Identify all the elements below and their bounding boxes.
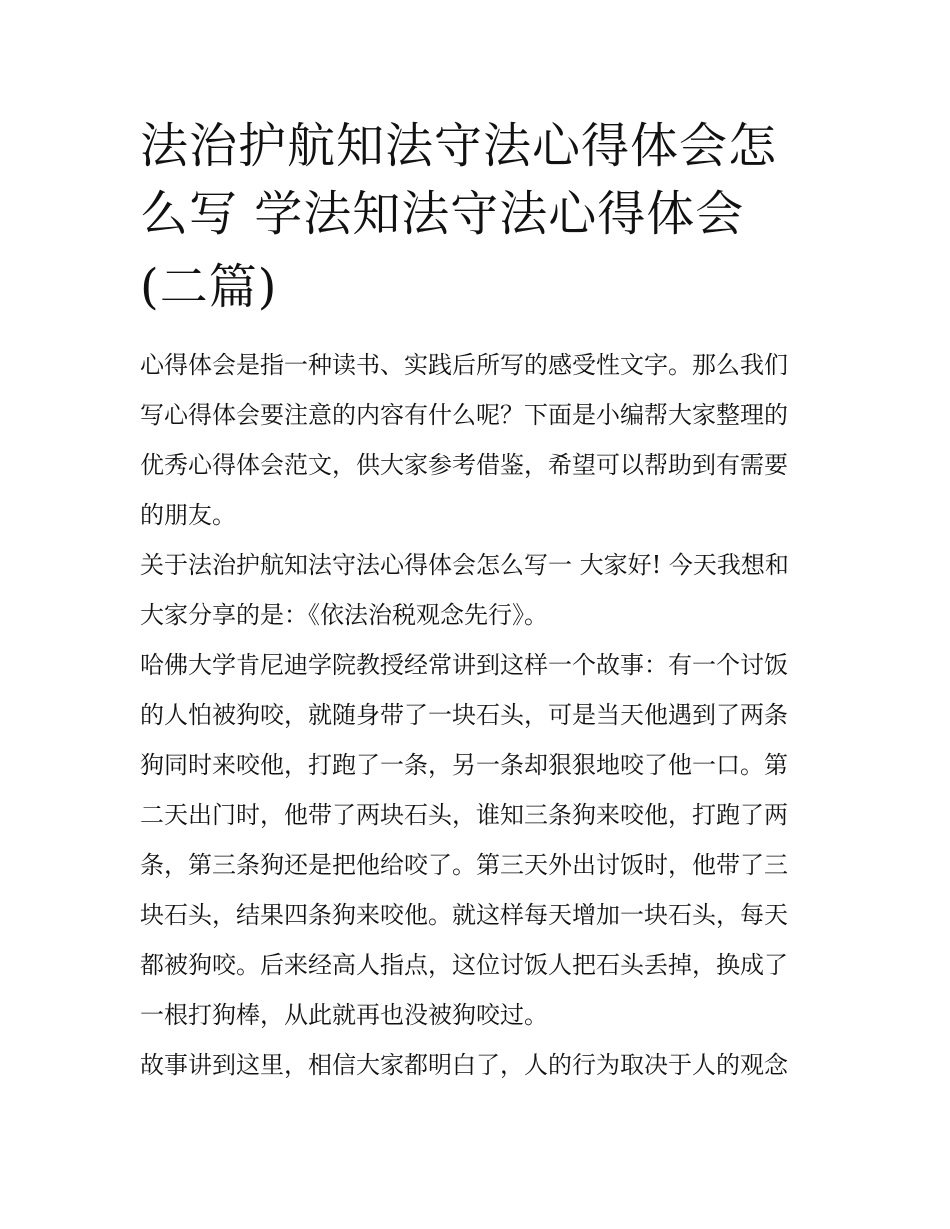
text-line: 都被狗咬。后来经高人指点，这位讨饭人把石头丢掉，换成了: [140, 951, 788, 979]
text-line: 故事讲到这里，相信大家都明白了，人的行为取决于人的观念: [140, 1051, 788, 1079]
text-line: 条，第三条狗还是把他给咬了。第三天外出讨饭时，他带了三: [140, 851, 788, 879]
text-line: 优秀心得体会范文，供大家参考借鉴，希望可以帮助到有需要: [140, 451, 788, 479]
text-line: 写心得体会要注意的内容有什么呢？下面是小编帮大家整理的: [140, 401, 788, 429]
document-page: [140, 112, 814, 1090]
text-line: 的朋友。: [140, 501, 236, 529]
text-line: 的人怕被狗咬，就随身带了一块石头，可是当天他遇到了两条: [140, 701, 788, 729]
text-line: 二天出门时，他带了两块石头，谁知三条狗来咬他，打跑了两: [140, 801, 788, 829]
text-line: 关于法治护航知法守法心得体会怎么写一 大家好! 今天我想和: [140, 551, 789, 579]
conclusion-paragraph: [140, 1040, 814, 1090]
title-line: (二篇): [140, 259, 278, 315]
intro-paragraph: [140, 340, 814, 540]
title-line: 法治护航知法守法心得体会怎: [140, 118, 778, 174]
text-line: 大家分享的是：《依法治税观念先行》。: [140, 601, 548, 629]
text-line: 一根打狗棒，从此就再也没被狗咬过。: [140, 1001, 548, 1029]
document-title: [140, 112, 814, 326]
title-line: 么写 学法知法守法心得体会: [140, 186, 745, 242]
text-line: 块石头，结果四条狗来咬他。就这样每天增加一块石头，每天: [140, 901, 788, 929]
text-line: 心得体会是指一种读书、实践后所写的感受性文字。那么我们: [140, 351, 788, 379]
text-line: 狗同时来咬他，打跑了一条，另一条却狠狠地咬了他一口。第: [140, 751, 788, 779]
story-paragraph: [140, 640, 814, 1040]
section-heading-paragraph: [140, 540, 814, 640]
text-line: 哈佛大学肯尼迪学院教授经常讲到这样一个故事：有一个讨饭: [140, 651, 788, 679]
